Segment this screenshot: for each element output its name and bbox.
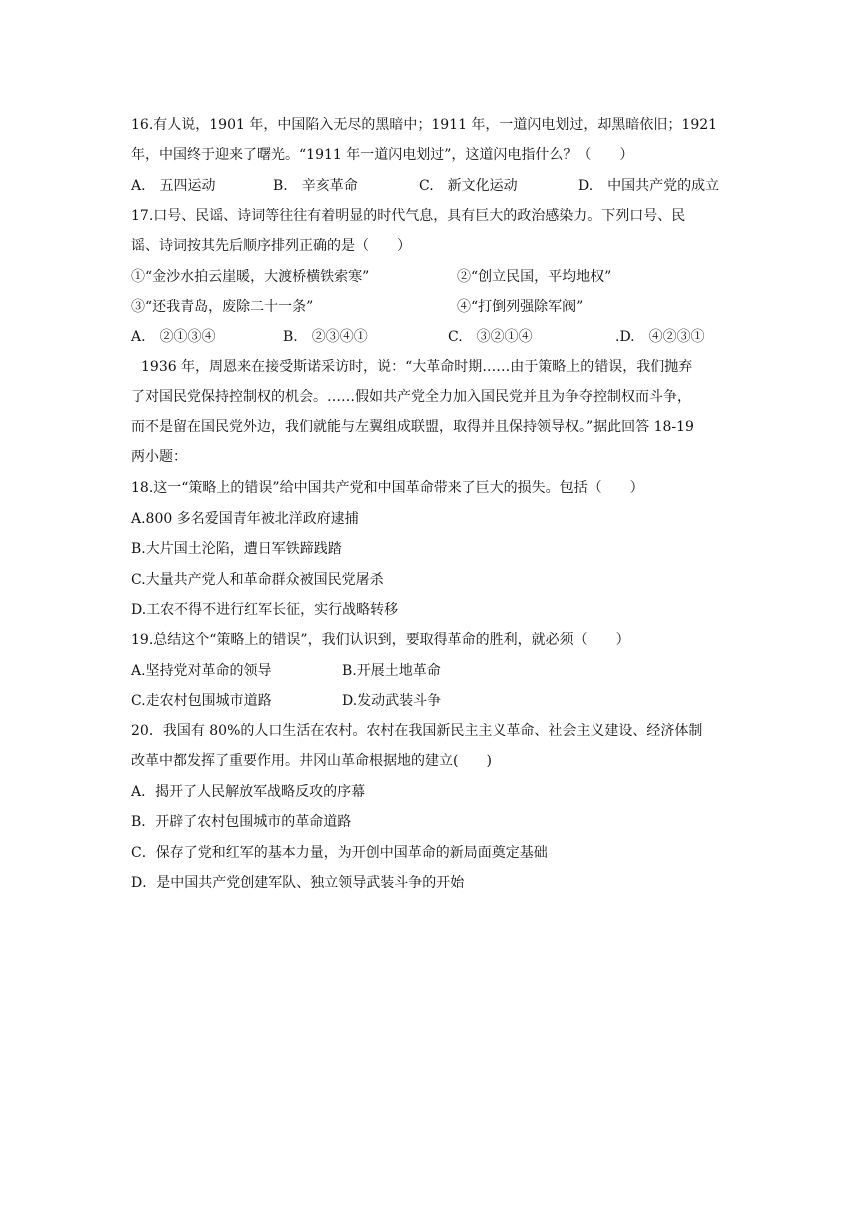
q20-option-c: C．保存了党和红军的基本力量，为开创中国革命的新局面奠定基础 [131, 845, 548, 861]
q20-stem-line-1: 20．我国有 80%的人口生活在农村。农村在我国新民主主义革命、社会主义建设、经济体制 [131, 723, 703, 739]
q19-option-c: C.走农村包围城市道路 [131, 693, 272, 709]
q18-option-a: A.800 多名爱国青年被北洋政府逮捕 [131, 511, 359, 527]
q16-option-b: B. 辛亥革命 [273, 178, 358, 194]
q19-stem: 19.总结这个“策略上的错误”，我们认识到，要取得革命的胜利，就必须（ ） [131, 632, 630, 648]
q17-option-a: A. ②①③④ [131, 329, 216, 345]
q16-stem-line-2: 年，中国终于迎来了曙光。“1911 年一道闪电划过”，这道闪电指什么？（ ） [131, 147, 634, 163]
q16-option-a: A. 五四运动 [131, 178, 216, 194]
q19-option-b: B.开展土地革命 [342, 663, 441, 679]
q17-option-c: C. ③②①④ [448, 329, 533, 345]
q20-stem-line-2: 改革中都发挥了重要作用。井冈山革命根据地的建立( ) [131, 753, 492, 769]
q16-option-c: C. 新文化运动 [419, 178, 518, 194]
q18-stem: 18.这一“策略上的错误”给中国共产党和中国革命带来了巨大的损失。包括（ ） [131, 480, 644, 496]
q17-stem-line-2: 谣、诗词按其先后顺序排列正确的是（ ） [131, 238, 411, 254]
passage-line-4: 两小题： [131, 449, 187, 465]
q16-option-d: D. 中国共产党的成立 [578, 178, 720, 194]
q17-option-b: B. ②③④① [283, 329, 368, 345]
passage-line-2: 了对国民党保持控制权的机会。……假如共产党全力加入国民党并且为争夺控制权而斗争， [131, 389, 691, 405]
q17-item-1: ①“金沙水拍云崖暖，大渡桥横铁索寒” [131, 269, 370, 285]
q20-option-b: B．开辟了农村包围城市的革命道路 [131, 814, 352, 830]
q17-option-d: .D. ④②③① [615, 329, 705, 345]
q17-item-4: ④“打倒列强除军阀” [457, 299, 584, 315]
q19-option-d: D.发动武装斗争 [342, 693, 442, 709]
q17-item-2: ②“创立民国，平均地权” [457, 269, 612, 285]
q18-option-d: D.工农不得不进行红军长征，实行战略转移 [131, 602, 399, 618]
q17-stem-line-1: 17.口号、民谣、诗词等往往有着明显的时代气息，具有巨大的政治感染力。下列口号、民 [131, 208, 686, 224]
q19-option-a: A.坚持党对革命的领导 [131, 663, 272, 679]
q18-option-c: C.大量共产党人和革命群众被国民党屠杀 [131, 572, 384, 588]
q20-option-a: A．揭开了人民解放军战略反攻的序幕 [131, 784, 366, 800]
q17-item-3: ③“还我青岛，废除二十一条” [131, 299, 314, 315]
passage-line-3: 而不是留在国民党外边，我们就能与左翼组成联盟，取得并且保持领导权。”据此回答 18-19 [131, 419, 694, 435]
q18-option-b: B.大片国土沦陷，遭日军铁蹄践踏 [131, 541, 342, 557]
passage-line-1: 1936 年，周恩来在接受斯诺采访时，说：“大革命时期……由于策略上的错误，我们抛弃 [141, 359, 693, 375]
q16-stem-line-1: 16.有人说，1901 年，中国陷入无尽的黑暗中；1911 年，一道闪电划过，却黑暗依旧；1921 [131, 117, 718, 133]
q20-option-d: D．是中国共产党创建军队、独立领导武装斗争的开始 [131, 875, 465, 891]
